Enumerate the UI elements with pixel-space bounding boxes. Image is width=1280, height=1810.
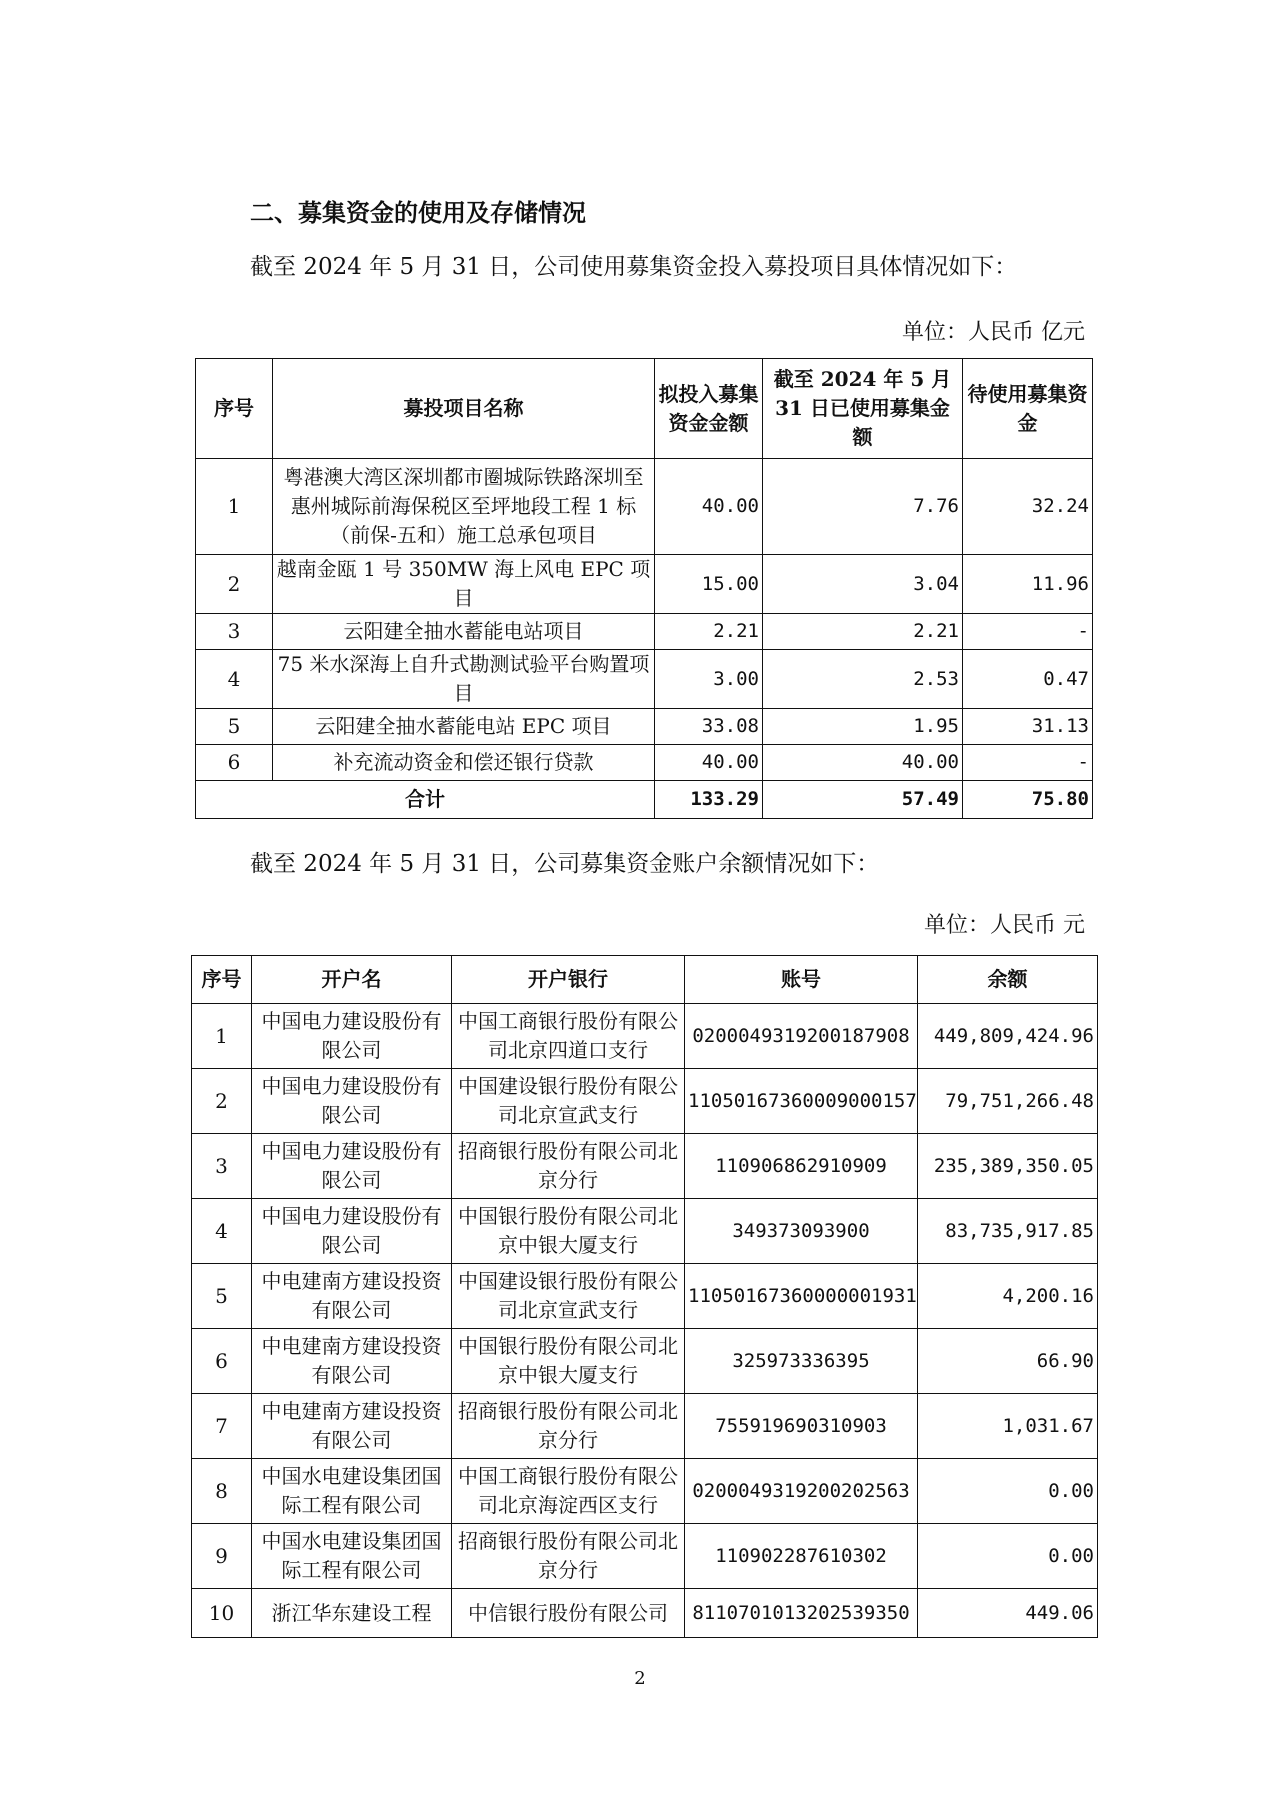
table-cell: 中国银行股份有限公司北京中银大厦支行 <box>452 1329 685 1394</box>
table-cell: - <box>963 745 1093 781</box>
header-cell: 募投项目名称 <box>273 359 655 459</box>
table-cell: 3 <box>196 614 273 650</box>
table-cell: 32.24 <box>963 459 1093 555</box>
table-cell: 0200049319200202563 <box>685 1459 918 1524</box>
unit-label-2: 单位：人民币 元 <box>924 913 1085 938</box>
account-balance-table <box>191 955 1098 1638</box>
table-cell: 中国建设银行股份有限公司北京宣武支行 <box>452 1069 685 1134</box>
table-cell: 2.53 <box>763 650 963 709</box>
table-cell: 40.00 <box>655 459 763 555</box>
table-row <box>196 745 1093 781</box>
table-cell: 中国建设银行股份有限公司北京宣武支行 <box>452 1264 685 1329</box>
table-cell: 5 <box>196 709 273 745</box>
table-row <box>196 650 1093 709</box>
table-row <box>192 1394 1098 1459</box>
table-cell: 11050167360000001931 <box>685 1264 918 1329</box>
table-cell: 4,200.16 <box>918 1264 1098 1329</box>
header-cell: 截至 2024 年 5 月 31 日已使用募集金额 <box>763 359 963 459</box>
table-row <box>192 1459 1098 1524</box>
table-cell: 中国电力建设股份有限公司 <box>252 1004 452 1069</box>
table-cell: 10 <box>192 1589 252 1638</box>
table-header-row <box>196 359 1093 459</box>
table-cell: 40.00 <box>655 745 763 781</box>
table-cell: 349373093900 <box>685 1199 918 1264</box>
table-row <box>192 1199 1098 1264</box>
table-cell: 110902287610302 <box>685 1524 918 1589</box>
table-cell: 8 <box>192 1459 252 1524</box>
table-cell: 中电建南方建设投资有限公司 <box>252 1394 452 1459</box>
table-cell: 133.29 <box>655 781 763 819</box>
table-cell: 75 米水深海上自升式勘测试验平台购置项目 <box>273 650 655 709</box>
table-row <box>192 1134 1098 1199</box>
table-cell: 4 <box>196 650 273 709</box>
table-cell: 7.76 <box>763 459 963 555</box>
table-cell: 235,389,350.05 <box>918 1134 1098 1199</box>
table-cell: 1 <box>192 1004 252 1069</box>
table-cell: 2.21 <box>655 614 763 650</box>
table-cell: 粤港澳大湾区深圳都市圈城际铁路深圳至惠州城际前海保税区至坪地段工程 1 标（前保-五和）施工总承包项目 <box>273 459 655 555</box>
header-cell: 开户银行 <box>452 956 685 1004</box>
table-cell: 449.06 <box>918 1589 1098 1638</box>
table-cell: 3.04 <box>763 555 963 614</box>
table-row <box>196 709 1093 745</box>
intro-paragraph-1: 截至 2024 年 5 月 31 日，公司使用募集资金投入募投项目具体情况如下： <box>250 254 1018 280</box>
table-row <box>192 1589 1098 1638</box>
header-cell: 拟投入募集资金金额 <box>655 359 763 459</box>
table-cell: 中国工商银行股份有限公司北京海淀西区支行 <box>452 1459 685 1524</box>
table-cell: 2.21 <box>763 614 963 650</box>
table-cell: 中国电力建设股份有限公司 <box>252 1134 452 1199</box>
table-cell: 2 <box>192 1069 252 1134</box>
unit-label-1: 单位：人民币 亿元 <box>902 320 1085 345</box>
table-cell: 449,809,424.96 <box>918 1004 1098 1069</box>
table-cell: 5 <box>192 1264 252 1329</box>
table-cell: 云阳建全抽水蓄能电站项目 <box>273 614 655 650</box>
table-cell: 79,751,266.48 <box>918 1069 1098 1134</box>
table-row <box>196 614 1093 650</box>
table-cell: 中国水电建设集团国际工程有限公司 <box>252 1459 452 1524</box>
header-cell: 开户名 <box>252 956 452 1004</box>
table-cell: 110906862910909 <box>685 1134 918 1199</box>
table-header-row <box>192 956 1098 1004</box>
table-cell: 0.47 <box>963 650 1093 709</box>
table-cell: 755919690310903 <box>685 1394 918 1459</box>
table-cell: 9 <box>192 1524 252 1589</box>
table-cell: 中国电力建设股份有限公司 <box>252 1069 452 1134</box>
table-cell: 中国电力建设股份有限公司 <box>252 1199 452 1264</box>
table-cell: 越南金瓯 1 号 350MW 海上风电 EPC 项目 <box>273 555 655 614</box>
total-row <box>196 781 1093 819</box>
table-cell: 57.49 <box>763 781 963 819</box>
table-row <box>196 459 1093 555</box>
table-row <box>196 555 1093 614</box>
header-cell: 账号 <box>685 956 918 1004</box>
table-row <box>192 1329 1098 1394</box>
table-cell: 0.00 <box>918 1524 1098 1589</box>
intro-paragraph-2: 截至 2024 年 5 月 31 日，公司募集资金账户余额情况如下： <box>250 851 880 877</box>
table-cell: 66.90 <box>918 1329 1098 1394</box>
table-cell: 6 <box>192 1329 252 1394</box>
table-cell: 4 <box>192 1199 252 1264</box>
section-title: 二、募集资金的使用及存储情况 <box>250 198 586 227</box>
table-cell: 中信银行股份有限公司 <box>452 1589 685 1638</box>
table-cell: 中电建南方建设投资有限公司 <box>252 1264 452 1329</box>
table-cell: 33.08 <box>655 709 763 745</box>
table-cell: 1.95 <box>763 709 963 745</box>
table-cell: 3 <box>192 1134 252 1199</box>
table-row <box>192 1264 1098 1329</box>
table-cell: 31.13 <box>963 709 1093 745</box>
table-cell: 40.00 <box>763 745 963 781</box>
table-cell: 招商银行股份有限公司北京分行 <box>452 1134 685 1199</box>
table-cell: 云阳建全抽水蓄能电站 EPC 项目 <box>273 709 655 745</box>
table-cell: 7 <box>192 1394 252 1459</box>
table-cell: 0200049319200187908 <box>685 1004 918 1069</box>
table-cell: 1 <box>196 459 273 555</box>
header-cell: 序号 <box>196 359 273 459</box>
table-row <box>192 1069 1098 1134</box>
table-row <box>192 1524 1098 1589</box>
table-cell: 中国工商银行股份有限公司北京四道口支行 <box>452 1004 685 1069</box>
header-cell: 余额 <box>918 956 1098 1004</box>
table-cell: 75.80 <box>963 781 1093 819</box>
table-cell: 1,031.67 <box>918 1394 1098 1459</box>
table-row <box>192 1004 1098 1069</box>
table-cell: 11050167360009000157 <box>685 1069 918 1134</box>
table-cell: 2 <box>196 555 273 614</box>
table-cell: 中电建南方建设投资有限公司 <box>252 1329 452 1394</box>
table-cell: 补充流动资金和偿还银行贷款 <box>273 745 655 781</box>
fund-usage-table <box>195 358 1093 819</box>
table-cell: 招商银行股份有限公司北京分行 <box>452 1524 685 1589</box>
table-cell: 6 <box>196 745 273 781</box>
table-cell: 3.00 <box>655 650 763 709</box>
table-cell: 招商银行股份有限公司北京分行 <box>452 1394 685 1459</box>
table-cell: 15.00 <box>655 555 763 614</box>
table-cell: 中国水电建设集团国际工程有限公司 <box>252 1524 452 1589</box>
header-cell: 待使用募集资金 <box>963 359 1093 459</box>
table-cell: 0.00 <box>918 1459 1098 1524</box>
table-cell: 中国银行股份有限公司北京中银大厦支行 <box>452 1199 685 1264</box>
table-cell: 浙江华东建设工程 <box>252 1589 452 1638</box>
total-label: 合计 <box>196 781 655 819</box>
page-number: 2 <box>634 1668 646 1689</box>
table-cell: - <box>963 614 1093 650</box>
table-cell: 83,735,917.85 <box>918 1199 1098 1264</box>
table-cell: 11.96 <box>963 555 1093 614</box>
header-cell: 序号 <box>192 956 252 1004</box>
table-cell: 8110701013202539350 <box>685 1589 918 1638</box>
table-cell: 325973336395 <box>685 1329 918 1394</box>
